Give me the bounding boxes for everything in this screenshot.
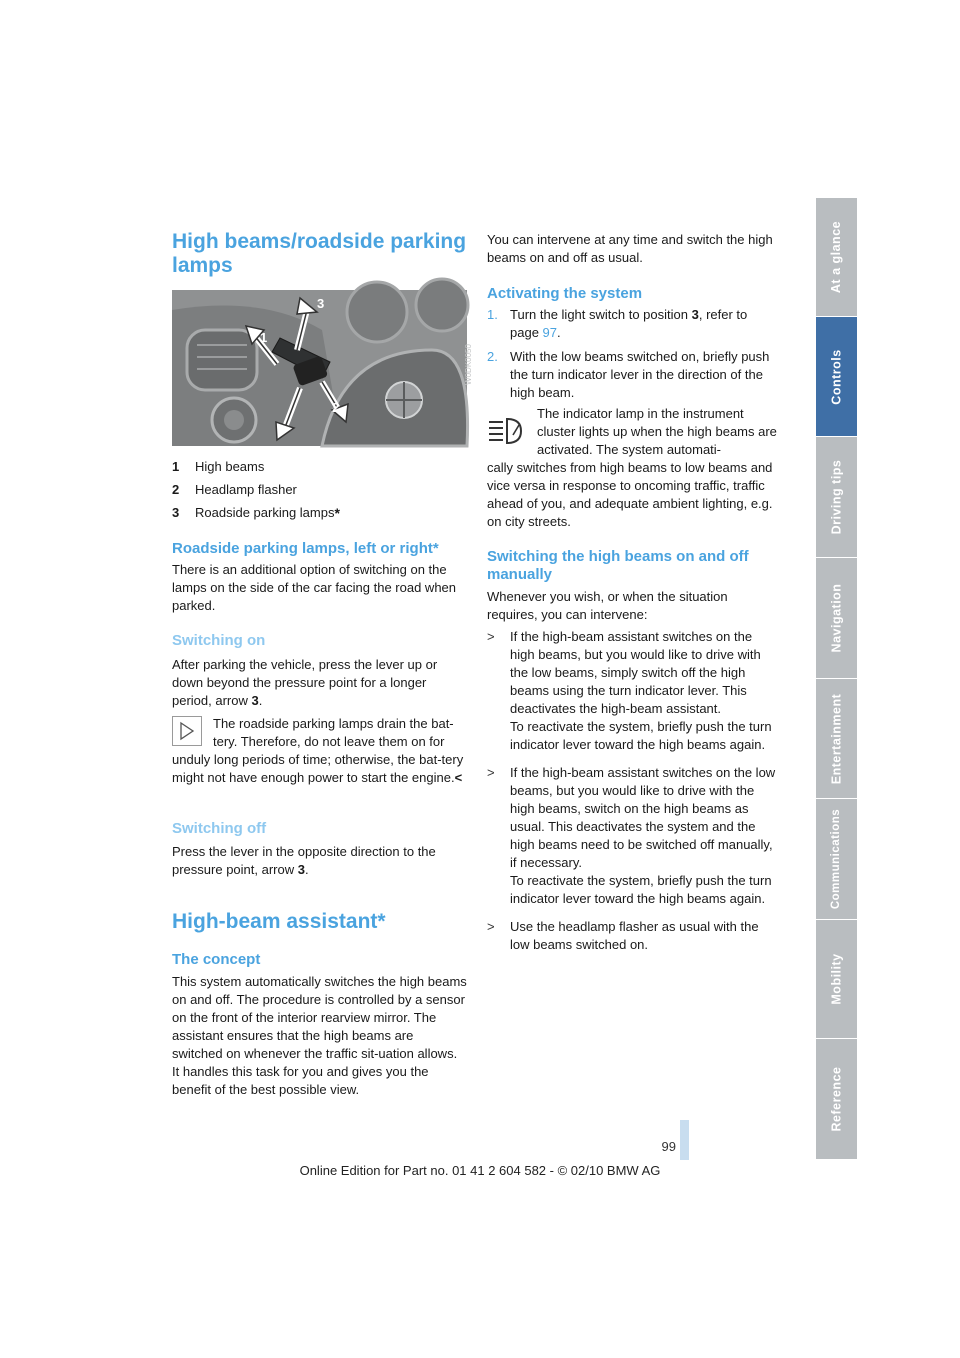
legend-item: 3 Roadside parking lamps * — [172, 504, 467, 527]
note-text-indented: The roadside parking lamps drain the bat-tery. Therefore, do not leave them on for — [213, 716, 454, 749]
indicator-text: cally switches from high beams to low beams and vice versa in response to oncoming traffic, traffic ahead of you, and adequate ambient lighting, e.g. on city streets. — [487, 460, 773, 529]
figure-label-3-top: 3 — [317, 296, 325, 311]
footer-edition: Online Edition for Part no. 01 41 2 604 582 - © 02/10 BMW AG — [299, 1163, 661, 1178]
bullet-item: > Use the headlamp flasher as usual with the low beams switched on. — [487, 919, 759, 952]
tab-communications[interactable]: Communications — [816, 799, 857, 920]
switching-off-text: Press the lever in the opposite direction to the pressure point, arrow 3. — [172, 844, 436, 877]
heading-activating-system: Activating the system — [487, 285, 643, 302]
heading-switching-off: Switching off — [172, 820, 267, 837]
tab-at-a-glance[interactable]: At a glance — [816, 198, 857, 317]
tab-navigation[interactable]: Navigation — [816, 558, 857, 679]
lever-figure — [172, 290, 474, 446]
page-number-bar — [680, 1120, 689, 1160]
step-item: 2. With the low beams switched on, briefly push the turn indicator lever in the direction of the high beam. — [487, 349, 770, 400]
activation-steps — [487, 306, 779, 408]
heading-roadside-parking: Roadside parking lamps, left or right* — [172, 540, 439, 557]
manual-bullets — [487, 628, 779, 964]
note-text: unduly long periods of time; otherwise, the bat-tery might not have enough power to start the engine.< — [172, 752, 464, 785]
high-beam-indicator-icon — [487, 413, 525, 449]
switching-on-text: After parking the vehicle, press the lever up or down beyond the pressure point for a longer period, arrow 3. — [172, 657, 438, 708]
section-title-high-beams: High beams/roadside parking lamps — [172, 230, 467, 277]
page-link[interactable]: 97 — [542, 325, 558, 340]
bullet-item: > If the high-beam assistant switches on the low beams, but you would like to drive with the high beams, switch on the high beams as usual. This deactivates the system and the high beams need to be switched off manually, if necessary. To reactivate the system, briefly push the turn indicator lever toward the high beams again. — [487, 765, 776, 906]
figure-legend — [172, 458, 467, 527]
legend-item: 2 Headlamp flasher — [172, 482, 297, 497]
figure-label-1: 1 — [260, 330, 268, 345]
heading-switching-manually: Switching the high beams on and off manually — [487, 548, 749, 583]
tab-driving-tips[interactable]: Driving tips — [816, 437, 857, 558]
tab-reference[interactable]: Reference — [829, 1066, 844, 1132]
legend-item: 1 High beams — [172, 459, 265, 474]
tab-mobility[interactable]: Mobility — [816, 920, 857, 1039]
lever-illustration — [172, 290, 467, 446]
figure-label-2: 2 — [332, 400, 340, 415]
manual-text: Whenever you wish, or when the situation requires, you can intervene: — [487, 589, 728, 622]
indicator-text-indented: The indicator lamp in the instrument cluster lights up when the high beams are activated. The system automati- — [537, 406, 777, 457]
section-title-high-beam-assistant: High-beam assistant* — [172, 910, 386, 933]
asterisk: * — [334, 505, 340, 521]
heading-the-concept: The concept — [172, 951, 261, 968]
tab-controls[interactable]: Controls — [816, 317, 857, 437]
figure-watermark: W0DK0050 — [464, 344, 474, 385]
intro-text: You can intervene at any time and switch the high beams on and off as usual. — [487, 232, 773, 265]
bullet-item: > If the high-beam assistant switches on the high beams, but you would like to drive with the low beams, simply switch off the high beams using the turn indicator lever. This deactivates the high-beam assistant. To reactivate the system, briefly push the turn indicator lever toward the high beams again. — [487, 629, 772, 752]
page-number: 99 — [661, 1139, 676, 1154]
roadside-text: There is an additional option of switching on the lamps on the side of the car facing the road when parked. — [172, 562, 457, 613]
concept-text: This system automatically switches the high beams on and off. The procedure is controlled by a sensor on the front of the interior rearview mirror. The assistant ensures that the high beams are switched on whenever the traffic sit-uation allows. It handles this task for you and gives you the benefit of the best possible view. — [172, 974, 467, 1097]
step-item: 1. Turn the light switch to position 3, refer to page 97. — [487, 307, 748, 340]
heading-switching-on: Switching on — [172, 632, 266, 649]
tab-entertainment[interactable]: Entertainment — [816, 679, 857, 799]
note-triangle-icon — [172, 716, 202, 746]
chapter-sidebar — [816, 198, 857, 1159]
